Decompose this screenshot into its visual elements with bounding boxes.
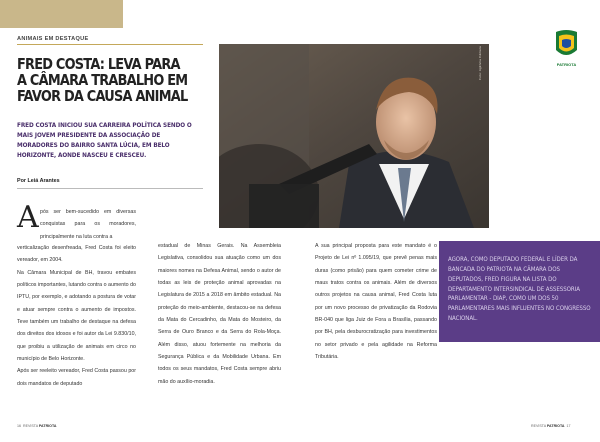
pull-quote-text: AGORA, COMO DEPUTADO FEDERAL E LÍDER DA BANCADA DO PATRIOTA NA CÂMARA DOS DEPUTADOS, FRED FIGURA NA LISTA DO DEPARTAMENTO INTERSINDICAL DE ASSESSORIA PARLAMENTAR - DIAP, COMO UM DOS 50 PARLAMENTARES MAIS INFLUENTES NO CONGRESSO NACIONAL.	[448, 256, 591, 323]
column-2	[158, 240, 281, 388]
footer-left	[17, 424, 57, 428]
patriota-logo-icon	[553, 28, 580, 61]
magazine-label-right: REVISTA	[531, 424, 546, 428]
column-3	[315, 240, 437, 363]
page-number-right: 17	[566, 424, 571, 428]
footer-right	[531, 424, 571, 428]
article-photo	[219, 44, 489, 228]
column-1-paragraph: verticalização desenfreada, Fred Costa foi eleito vereador, em 2004.	[17, 245, 136, 264]
byline-divider	[17, 188, 203, 189]
column-3-paragraph: A sua principal proposta para este mandato é o Projeto de Lei nº 1.095/19, que prevê penas mais duras (como prisão) para quem cometer crime de maus tratos contra os animais. Além de diversos outros projetos na causa animal, Fred Costa luta por um novo processo de privatização da Rodovia BR-040 que liga Juiz de Fora a Brasília, passando por BH, pela desburocratização para investimentos no setor privado e pela agilidade na Reforma Tributária.	[315, 243, 437, 361]
magazine-brand-right: PATRIOTA	[546, 424, 565, 428]
photo-illustration	[219, 44, 489, 228]
article-subhead: FRED COSTA INICIOU SUA CARREIRA POLÍTICA SENDO O MAIS JOVEM PRESIDENTE DA ASSOCIAÇÃO DE MORADORES DO BAIRRO SANTA LÚCIA, EM BELO HORIZONTE, AONDE NASCEU E CRESCEU.	[17, 121, 192, 159]
column-1-paragraph: Após ser reeleito vereador, Fred Costa passou por dois mandatos de deputado	[17, 368, 136, 387]
patriota-logo	[553, 28, 580, 61]
magazine-label-left: REVISTA	[23, 424, 38, 428]
section-tag: ANIMAIS EM DESTAQUE	[17, 36, 89, 42]
photo-credit: Foto: Agência Câmara	[478, 46, 482, 80]
column-1	[17, 242, 136, 390]
patriota-logo-label: PATRIOTA	[556, 62, 577, 67]
article-byline: Por Leiá Arantes	[17, 178, 60, 184]
pull-quote-box	[439, 241, 600, 342]
page-number-left: 16	[17, 424, 21, 428]
article-headline: FRED COSTA: LEVA PARA A CÂMARA TRABALHO EM FAVOR DA CAUSA ANIMAL	[17, 55, 188, 105]
gold-header-band	[0, 0, 123, 28]
section-divider	[17, 44, 203, 45]
column-2-paragraph: estadual de Minas Gerais. Na Assembleia Legislativa, consolidou sua atuação como um dos maiores nomes na Defesa Animal, sendo o autor de todas as leis de proteção animal aprovadas na Legislatura de 2015 a 2018 em âmbito estadual. Na proteção do meio-ambiente, destacou-se na defesa da Mata do Cercadinho, da Mata do Mosteiro, da Serra de Ouro Branco e da Serra do Rola-Moça. Além disso, atuou fortemente na melhoria da Segurança Pública e da Mobilidade Urbana. Em todos os seus mandatos, Fred Costa sempre abriu mão do auxílio-moradia.	[158, 243, 281, 385]
drop-cap: A	[17, 200, 39, 235]
magazine-brand-left: PATRIOTA	[38, 424, 57, 428]
column-1-intro: pós ser bem-sucedido em diversas conquistas para os moradores, principalmente na luta contra a	[40, 209, 136, 240]
column-1-paragraph: Na Câmara Municipal de BH, travou embates políticos importantes, lutando contra o aumento do IPTU, por exemplo, e adotando a postura de votar e atuar sempre contra o aumento de impostos. Teve também um trabalho de destaque na defesa dos direitos dos idosos e foi autor da Lei 9.830/10, que proibiu a utilização de animais em circo no município de Belo Horizonte.	[17, 269, 136, 363]
